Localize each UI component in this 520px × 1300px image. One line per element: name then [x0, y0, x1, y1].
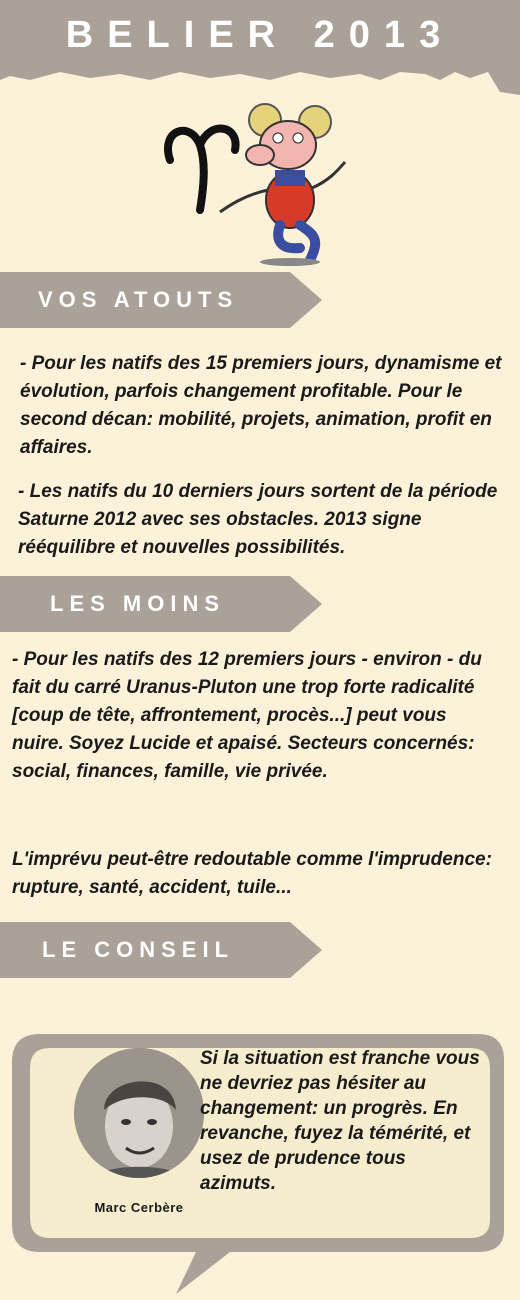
author-photo [74, 1048, 204, 1178]
banner-le-conseil [0, 922, 330, 978]
banner-vos-atouts [0, 272, 330, 328]
advice-quote: Si la situation est franche vous ne devriez pas hésiter au changement: un progrès. En revanche, fuyez la témérité, et usez de prudence tous azimuts. [200, 1048, 480, 1194]
page-title: BELIER 2013 [65, 14, 455, 56]
header-band [0, 0, 520, 100]
aries-ram-mascot-icon [160, 100, 350, 268]
section-heading-moins: LES MOINS [50, 591, 226, 616]
banner-les-moins [0, 576, 330, 632]
section-heading-atouts: VOS ATOUTS [38, 287, 239, 312]
moins-paragraph-1: - Pour les natifs des 12 premiers jours - environ - du fait du carré Uranus-Pluton une trop forte radicalité [coup de tête, affrontement, procès...] peut vous nuire. Soyez Lucide et apaisé. Secteurs concernés: social, finances, famille, vie privée. [12, 649, 482, 782]
section-heading-conseil: LE CONSEIL [42, 937, 235, 962]
author-name: Marc Cerbère [94, 1200, 184, 1215]
atouts-paragraph-2: - Les natifs du 10 derniers jours sortent de la période Saturne 2012 avec ses obstacles. 2013 signe rééquilibre et nouvelles possibilités. [18, 481, 498, 558]
atouts-paragraph-1: - Pour les natifs des 15 premiers jours, dynamisme et évolution, parfois changement profitable. Pour le second décan: mobilité, projets, animation, profit en affaires. [20, 353, 502, 458]
moins-paragraph-2: L'imprévu peut-être redoutable comme l'imprudence: rupture, santé, accident, tuile... [12, 849, 492, 898]
